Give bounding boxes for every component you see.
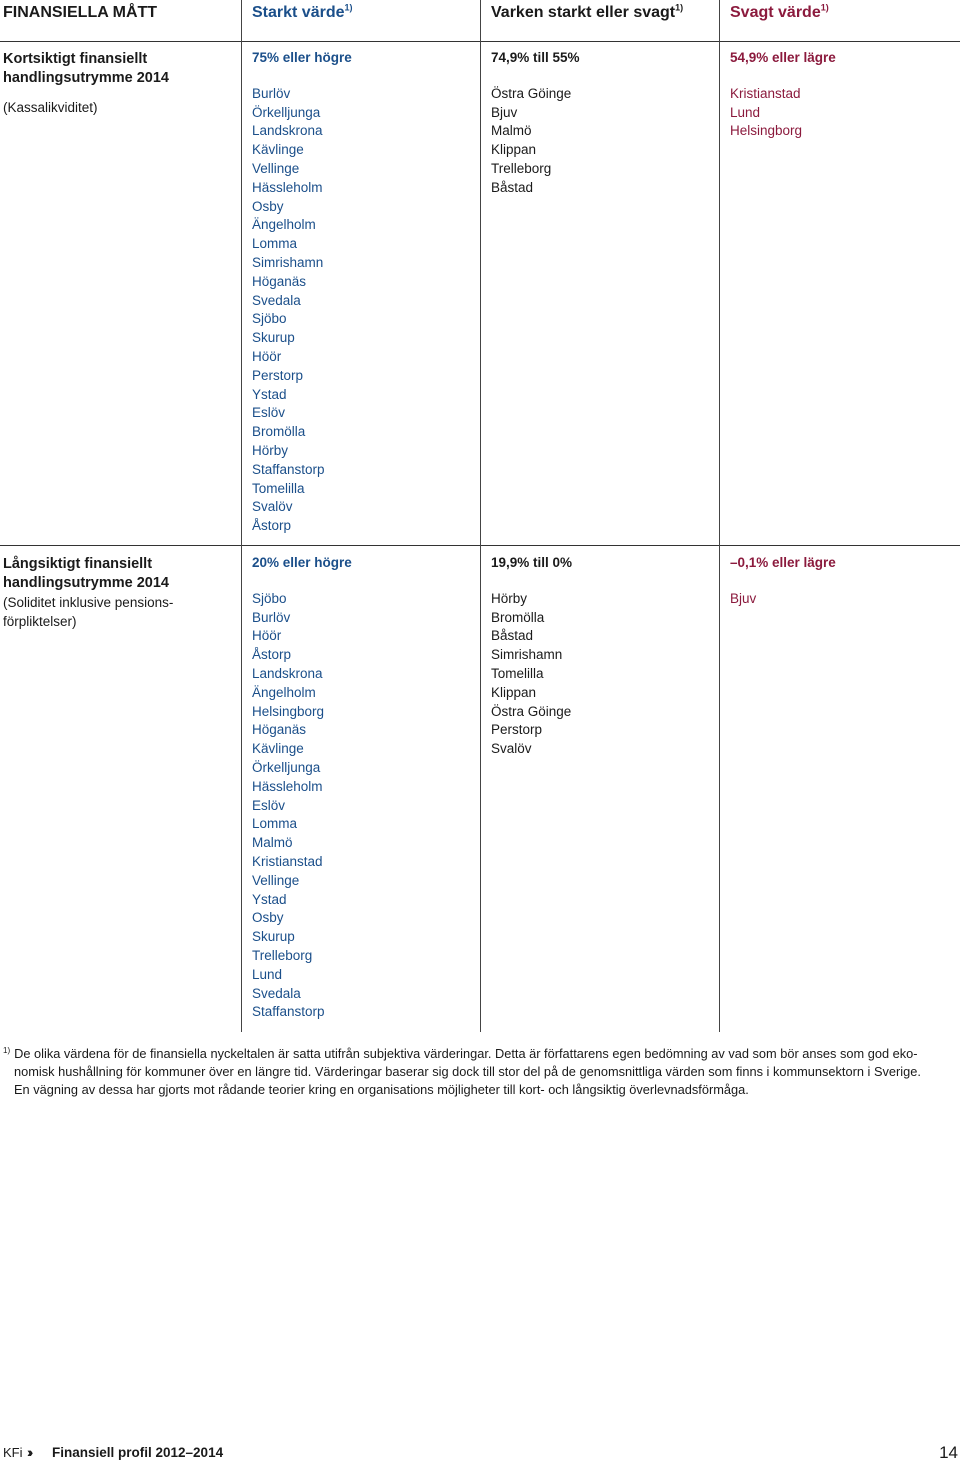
threshold-label: 19,9% till 0% [491,555,573,570]
row-title: Långsiktigt finansiellt handlingsutrymme 2014 [3,556,169,591]
footnote-mark: 1) [3,1045,11,1055]
brand-logo: KFi [3,1445,23,1460]
municipality-item: Perstorp [491,722,543,738]
column-divider-3 [719,0,720,1032]
municipality-item: Klippan [491,684,537,700]
header-neutral: Varken starkt eller svagt$^{1)}$ [491,2,684,21]
row-label-long-term [3,555,228,631]
municipality-item: Kävlinge [252,142,304,158]
municipality-item: Vellinge [252,160,300,176]
municipality-item: Skurup [252,929,295,945]
municipality-item: Östra Göinge [491,85,572,101]
footnote-line-1 [3,1045,958,1063]
municipality-item: Burlöv [252,85,291,101]
municipality-item: Lomma [252,816,298,832]
municipality-item: Lund [252,966,283,982]
municipality-item: Båstad [491,628,534,644]
threshold-label: 75% eller högre [252,50,352,65]
municipality-item: Osby [252,910,284,926]
footnote-line-3: En vägning av dessa har gjorts mot rådande teorier kring en organisations möjligheter till kort- och långsiktig överlevnadsförmåga. [14,1082,749,1097]
threshold-label: 20% eller högre [252,555,352,570]
municipality-item: Osby [252,198,284,214]
header-measures: FINANSIELLA MÅTT [3,4,158,21]
threshold-label: –0,1% eller lägre [730,555,836,570]
municipality-item: Trelleborg [491,160,552,176]
header-strong-sup: 1) [344,2,353,13]
municipality-item: Kristianstad [730,85,801,101]
footnote-text-1: De olika värdena för de finansiella nyckeltalen är satta utifrån subjektiva värderingar. Detta är författarens egen bedömning av vad som bör anses som god eko- [14,1046,918,1061]
municipality-item: Lomma [252,236,298,252]
municipality-item: Staffanstorp [252,1004,325,1020]
threshold-label: 74,9% till 55% [491,50,580,65]
municipality-item: Trelleborg [252,947,313,963]
publication-title: Finansiell profil 2012–2014 [52,1445,224,1460]
municipality-item: Hörby [252,442,289,458]
header-weak-sup: 1) [820,2,829,13]
threshold-label: 54,9% eller lägre [730,50,836,65]
municipality-item: Bjuv [730,590,757,606]
municipality-item: Ängelholm [252,684,316,700]
municipality-list [252,590,352,1022]
municipality-item: Burlöv [252,609,291,625]
municipality-item: Eslöv [252,405,286,421]
municipality-item: Höganäs [252,273,307,289]
row-subtitle: (Soliditet inklusive pensions-förpliktelser) [3,595,174,629]
municipality-item: Bromölla [252,424,306,440]
municipality-item: Svedala [252,292,301,308]
municipality-item: Sjöbo [252,590,287,606]
municipality-item: Hässleholm [252,778,323,794]
municipality-item: Örkelljunga [252,759,321,775]
row1-strong-cell [252,49,352,536]
header-neutral-sup: 1) [675,2,684,13]
municipality-item: Malmö [252,835,293,851]
municipality-item: Kävlinge [252,741,304,757]
municipality-item: Båstad [491,179,534,195]
municipality-item: Klippan [491,142,537,158]
footnote [3,1045,958,1099]
row2-weak-cell [730,554,836,609]
municipality-item: Svalöv [491,741,532,757]
municipality-item: Simrishamn [252,254,324,270]
municipality-item: Tomelilla [491,665,544,681]
municipality-item: Åstorp [252,518,292,534]
footnote-line-2: nomisk hushållning för kommuner över en längre tid. Värderingar baserar sig dock till stor del på de genomsnittliga värden som finns i kommunsektorn i Sverige. [14,1064,921,1079]
municipality-item: Åstorp [252,647,292,663]
page-footer [3,1443,958,1463]
header-strong: Starkt värde$^{1)}$ [252,2,353,21]
municipality-list [730,590,836,609]
municipality-item: Svedala [252,985,301,1001]
municipality-item: Svalöv [252,499,293,515]
municipality-item: Helsingborg [252,703,325,719]
row-title: Kortsiktigt finansiellt handlingsutrymme 2014 [3,51,169,86]
municipality-list [491,590,572,759]
municipality-item: Perstorp [252,367,304,383]
municipality-item: Lund [730,104,761,120]
municipality-item: Höganäs [252,722,307,738]
municipality-item: Bromölla [491,609,545,625]
municipality-item: Ystad [252,386,287,402]
municipality-list [252,85,352,536]
municipality-item: Ystad [252,891,287,907]
municipality-item: Hässleholm [252,179,323,195]
column-divider-2 [480,0,481,1032]
municipality-item: Vellinge [252,872,300,888]
municipality-item: Skurup [252,330,295,346]
municipality-item: Kristianstad [252,853,323,869]
municipality-item: Simrishamn [491,647,563,663]
municipality-item: Höör [252,348,282,364]
row1-weak-cell [730,49,836,141]
municipality-item: Landskrona [252,665,323,681]
municipality-item: Höör [252,628,282,644]
double-chevron-icon: ›› [27,1444,31,1460]
municipality-item: Helsingborg [730,123,803,139]
municipality-item: Örkelljunga [252,104,321,120]
municipality-item: Sjöbo [252,311,287,327]
municipality-item: Östra Göinge [491,703,572,719]
row1-neutral-cell [491,49,580,198]
municipality-list [491,85,580,198]
row-subtitle: (Kassalikviditet) [3,100,98,115]
row-label-short-term [3,50,228,117]
municipality-item: Bjuv [491,104,518,120]
municipality-item: Ängelholm [252,217,316,233]
row2-neutral-cell [491,554,572,759]
header-weak: Svagt värde$^{1)}$ [730,2,829,21]
municipality-list [730,85,836,141]
municipality-item: Landskrona [252,123,323,139]
page-number: 14 [939,1443,958,1462]
municipality-item: Staffanstorp [252,461,325,477]
municipality-item: Eslöv [252,797,286,813]
column-divider-1 [241,0,242,1032]
municipality-item: Hörby [491,590,528,606]
municipality-item: Tomelilla [252,480,305,496]
municipality-item: Malmö [491,123,532,139]
row2-strong-cell [252,554,352,1022]
